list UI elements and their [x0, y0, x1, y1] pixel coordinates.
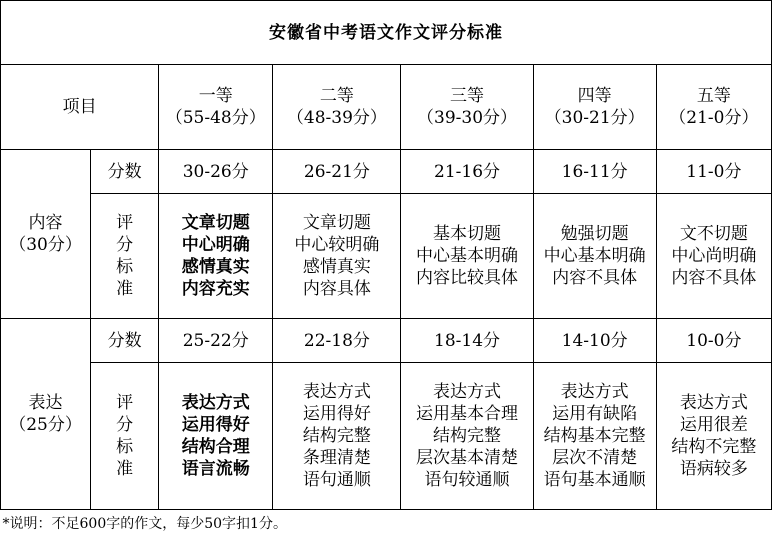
- grade-header-2: 二等 （48-39分）: [273, 65, 401, 150]
- content-score-3: 21-16分: [401, 150, 533, 194]
- expression-category: 表达 （25分）: [1, 319, 91, 510]
- footnote: *说明：不足600字的作文，每少50字扣1分。: [2, 515, 287, 532]
- expression-score-2: 22-18分: [273, 319, 401, 363]
- content-criteria-5: 文不切题 中心尚明确 内容不具体: [656, 194, 771, 319]
- expression-score-5: 10-0分: [656, 319, 771, 363]
- grade-header-5: 五等 （21-0分）: [656, 65, 771, 150]
- item-header: 项目: [1, 65, 159, 150]
- expression-score-3: 18-14分: [401, 319, 533, 363]
- expression-criteria-label: 评 分 标 准: [91, 363, 159, 510]
- content-score-5: 11-0分: [656, 150, 771, 194]
- content-criteria-2: 文章切题 中心较明确 感情真实 内容具体: [273, 194, 401, 319]
- content-score-1: 30-26分: [159, 150, 273, 194]
- grade-header-1: 一等 （55-48分）: [159, 65, 273, 150]
- content-score-label: 分数: [91, 150, 159, 194]
- content-criteria-label: 评 分 标 准: [91, 194, 159, 319]
- expression-criteria-5: 表达方式 运用很差 结构不完整 语病较多: [656, 363, 771, 510]
- expression-criteria-2: 表达方式 运用得好 结构完整 条理清楚 语句通顺: [273, 363, 401, 510]
- expression-score-label: 分数: [91, 319, 159, 363]
- content-criteria-3: 基本切题 中心基本明确 内容比较具体: [401, 194, 533, 319]
- content-category: 内容 （30分）: [1, 150, 91, 319]
- expression-score-4: 14-10分: [533, 319, 656, 363]
- grade-header-4: 四等 （30-21分）: [533, 65, 656, 150]
- expression-criteria-3: 表达方式 运用基本合理 结构完整 层次基本清楚 语句较通顺: [401, 363, 533, 510]
- expression-score-1: 25-22分: [159, 319, 273, 363]
- content-criteria-1: 文章切题 中心明确 感情真实 内容充实: [159, 194, 273, 319]
- table-title: 安徽省中考语文作文评分标准: [1, 1, 772, 65]
- content-score-2: 26-21分: [273, 150, 401, 194]
- content-score-4: 16-11分: [533, 150, 656, 194]
- expression-criteria-4: 表达方式 运用有缺陷 结构基本完整 层次不清楚 语句基本通顺: [533, 363, 656, 510]
- grade-header-3: 三等 （39-30分）: [401, 65, 533, 150]
- expression-criteria-1: 表达方式 运用得好 结构合理 语言流畅: [159, 363, 273, 510]
- content-criteria-4: 勉强切题 中心基本明确 内容不具体: [533, 194, 656, 319]
